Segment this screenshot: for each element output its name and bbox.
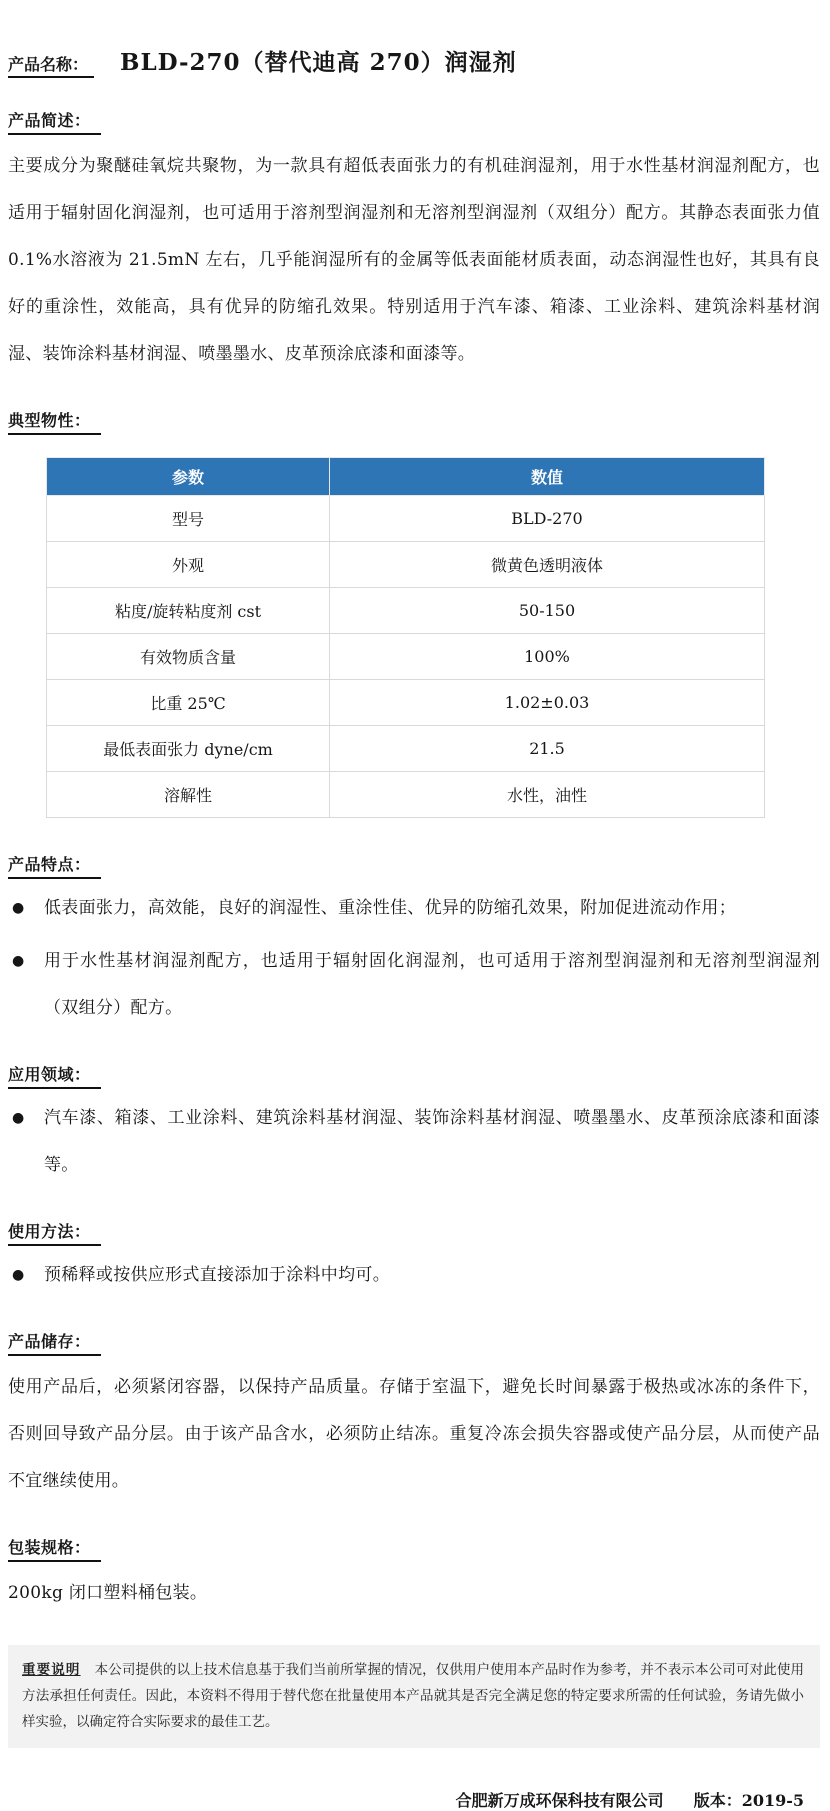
section-heading-storage: 产品储存： bbox=[8, 1329, 101, 1356]
usage-list bbox=[8, 1252, 820, 1299]
param-cell: 外观 bbox=[47, 542, 330, 588]
value-cell: BLD-270 bbox=[330, 496, 765, 542]
table-header-row bbox=[47, 458, 765, 496]
overview-paragraph: 主要成分为聚醚硅氧烷共聚物，为一款具有超低表面张力的有机硅润湿剂，用于水性基材润湿剂配方，也适用于辐射固化润湿剂，也可适用于溶剂型润湿剂和无溶剂型润湿剂（双组分）配方。其静态表面张力值 0.1%水溶液为 21.5mN 左右，几乎能润湿所有的金属等低表面能材质表面，动态润湿性也好，其具有良好的重涂性，效能高，具有优异的防缩孔效果。特别适用于汽车漆、箱漆、工业涂料、建筑涂料基材润湿、装饰涂料基材润湿、喷墨墨水、皮革预涂底漆和面漆等。 bbox=[8, 156, 820, 364]
table-row bbox=[47, 496, 765, 542]
footer-version: 版本：2019-5 bbox=[693, 1791, 804, 1810]
param-cell: 粘度/旋转粘度剂 cst bbox=[47, 588, 330, 634]
packaging-paragraph: 200kg 闭口塑料桶包装。 bbox=[8, 1583, 208, 1603]
document-page bbox=[0, 44, 830, 1811]
value-cell: 50-150 bbox=[330, 588, 765, 634]
list-item: ● 预稀释或按供应形式直接添加于涂料中均可。 bbox=[8, 1252, 820, 1299]
value-cell: 100% bbox=[330, 634, 765, 680]
list-item: ● 汽车漆、箱漆、工业涂料、建筑涂料基材润湿、装饰涂料基材润湿、喷墨墨水、皮革预涂底漆和面漆等。 bbox=[8, 1095, 820, 1189]
param-cell: 最低表面张力 dyne/cm bbox=[47, 726, 330, 772]
product-name-label: 产品名称： bbox=[8, 52, 94, 78]
param-cell: 型号 bbox=[47, 496, 330, 542]
properties-table bbox=[46, 457, 765, 818]
table-row bbox=[47, 542, 765, 588]
section-heading-features: 产品特点： bbox=[8, 852, 101, 879]
list-item: ● 低表面张力，高效能，良好的润湿性、重涂性佳、优异的防缩孔效果，附加促进流动作用； bbox=[8, 885, 820, 932]
table-header-parameter: 参数 bbox=[47, 458, 330, 496]
table-row bbox=[47, 634, 765, 680]
storage-paragraph: 使用产品后，必须紧闭容器，以保持产品质量。存储于室温下，避免长时间暴露于极热或冰冻的条件下，否则回导致产品分层。由于该产品含水，必须防止结冻。重复冷冻会损失容器或使产品分层，从而使产品不宜继续使用。 bbox=[8, 1377, 820, 1491]
table-row bbox=[47, 680, 765, 726]
param-cell: 比重 25℃ bbox=[47, 680, 330, 726]
section-heading-packaging: 包装规格： bbox=[8, 1535, 101, 1562]
notice-label: 重要说明 bbox=[22, 1662, 81, 1678]
table-row bbox=[47, 772, 765, 818]
value-cell: 水性，油性 bbox=[330, 772, 765, 818]
page-title: BLD-270（替代迪高 270）润湿剂 bbox=[120, 49, 517, 76]
table-row bbox=[47, 726, 765, 772]
section-heading-properties: 典型物性： bbox=[8, 408, 101, 435]
section-heading-overview: 产品简述： bbox=[8, 108, 101, 135]
table-row bbox=[47, 588, 765, 634]
param-cell: 溶解性 bbox=[47, 772, 330, 818]
notice-body: 本公司提供的以上技术信息基于我们当前所掌握的情况，仅供用户使用本产品时作为参考，并不表示本公司可对此使用方法承担任何责任。因此，本资料不得用于替代您在批量使用本产品就其是否完全满足您的特定要求所需的任何试验，务请先做小样实验，以确定符合实际要求的最佳工艺。 bbox=[22, 1662, 805, 1730]
value-cell: 微黄色透明液体 bbox=[330, 542, 765, 588]
important-notice-box bbox=[8, 1645, 820, 1748]
page-footer bbox=[8, 1788, 820, 1811]
footer-company: 合肥新万成环保科技有限公司 bbox=[455, 1791, 664, 1810]
list-item: ● 用于水性基材润湿剂配方，也适用于辐射固化润湿剂，也可适用于溶剂型润湿剂和无溶剂型润湿剂（双组分）配方。 bbox=[8, 938, 820, 1032]
applications-list bbox=[8, 1095, 820, 1189]
section-heading-usage: 使用方法： bbox=[8, 1219, 101, 1246]
table-header-value: 数值 bbox=[330, 458, 765, 496]
title-row bbox=[8, 44, 820, 78]
param-cell: 有效物质含量 bbox=[47, 634, 330, 680]
features-list bbox=[8, 885, 820, 1032]
value-cell: 1.02±0.03 bbox=[330, 680, 765, 726]
section-heading-applications: 应用领域： bbox=[8, 1062, 101, 1089]
value-cell: 21.5 bbox=[330, 726, 765, 772]
